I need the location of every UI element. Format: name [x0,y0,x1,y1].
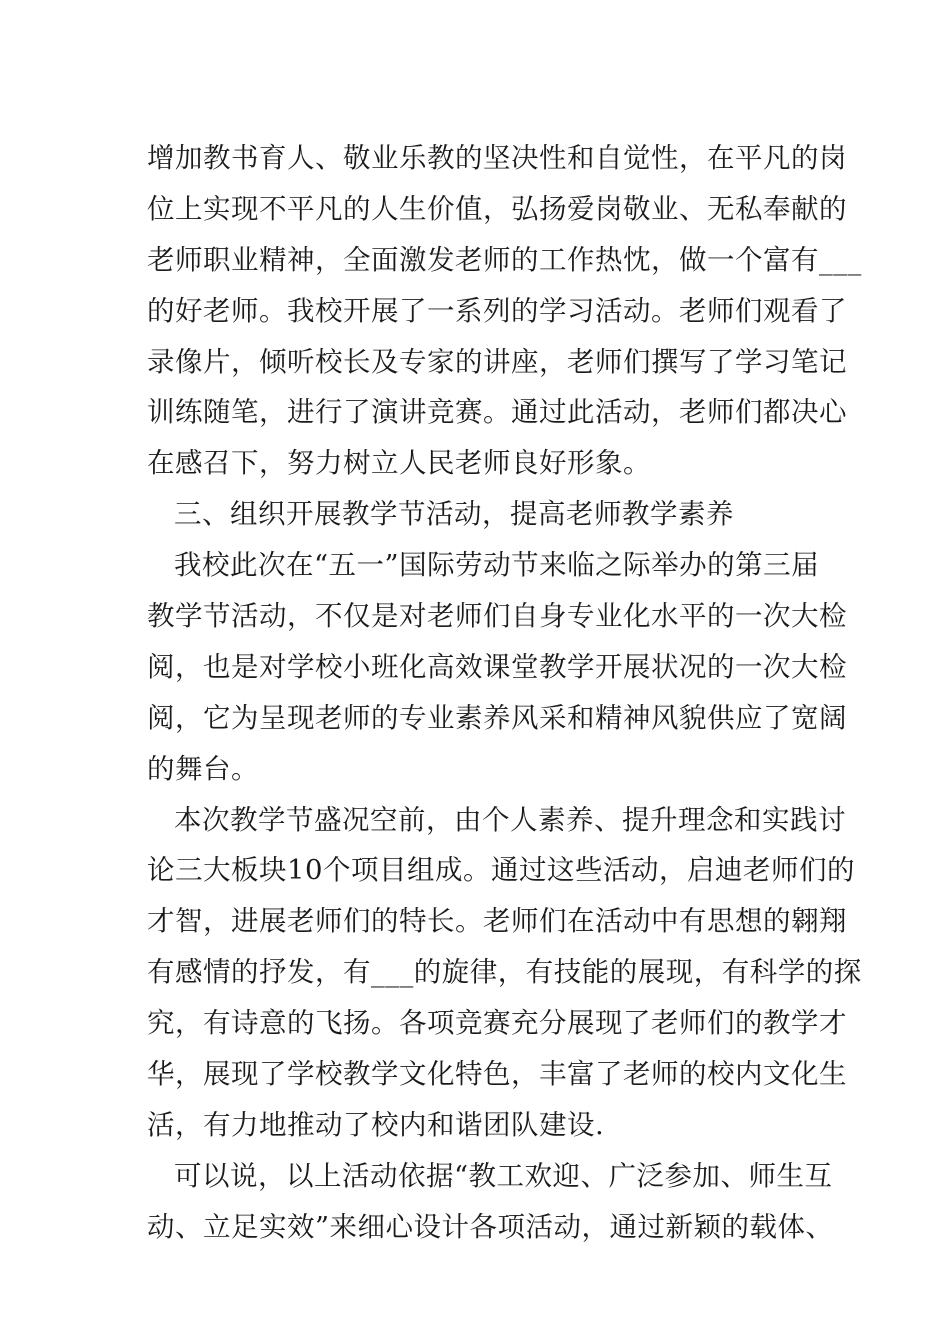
paragraph-line: 训练随笔，进行了演讲竞赛。通过此活动，老师们都决心 [147,396,847,429]
paragraph-line: 的好老师。我校开展了一系列的学习活动。老师们观看了 [147,294,847,327]
paragraph-line: 本次教学节盛况空前，由个人素养、提升理念和实践讨 [174,803,846,836]
paragraph-line: 录像片，倾听校长及专家的讲座，老师们撰写了学习笔记 [147,345,847,378]
paragraph-line: 的舞台。 [147,752,259,785]
paragraph-line: 活，有力地推动了校内和谐团队建设. [147,1108,605,1141]
paragraph-line: 才智，进展老师们的特长。老师们在活动中有思想的翱翔 [147,905,847,938]
paragraph-line: 我校此次在“五一”国际劳动节来临之际举办的第三届 [174,549,820,582]
paragraph-line: 究，有诗意的飞扬。各项竞赛充分展现了老师们的教学才 [147,1007,847,1040]
paragraph-line: 位上实现不平凡的人生价值，弘扬爱岗敬业、无私奉献的 [147,192,847,225]
paragraph-line: 阅，也是对学校小班化高效课堂教学开展状况的一次大检 [147,650,847,683]
paragraph-line: 华，展现了学校教学文化特色，丰富了老师的校内文化生 [147,1058,847,1091]
paragraph-line: 动、立足实效”来细心设计各项活动，通过新颖的载体、 [147,1210,834,1243]
paragraph-line: 在感召下，努力树立人民老师良好形象。 [147,447,651,480]
paragraph-line: 阅，它为呈现老师的专业素养风采和精神风貌供应了宽阔 [147,701,847,734]
paragraph-line: 有感情的抒发，有___的旋律，有技能的展现，有科学的探 [147,956,862,989]
paragraph-line: 增加教书育人、敬业乐教的坚决性和自觉性，在平凡的岗 [147,142,847,174]
section-heading: 三、组织开展教学节活动，提高老师教学素养 [174,498,734,531]
paragraph-line: 老师职业精神，全面激发老师的工作热忱，做一个富有___ [147,243,862,276]
document-body [147,133,862,1253]
paragraph-line: 可以说，以上活动依据“教工欢迎、广泛参加、师生互 [174,1159,833,1192]
paragraph-line: 教学节活动，不仅是对老师们自身专业化水平的一次大检 [147,600,847,633]
paragraph-line: 论三大板块10个项目组成。通过这些活动，启迪老师们的 [147,854,855,887]
